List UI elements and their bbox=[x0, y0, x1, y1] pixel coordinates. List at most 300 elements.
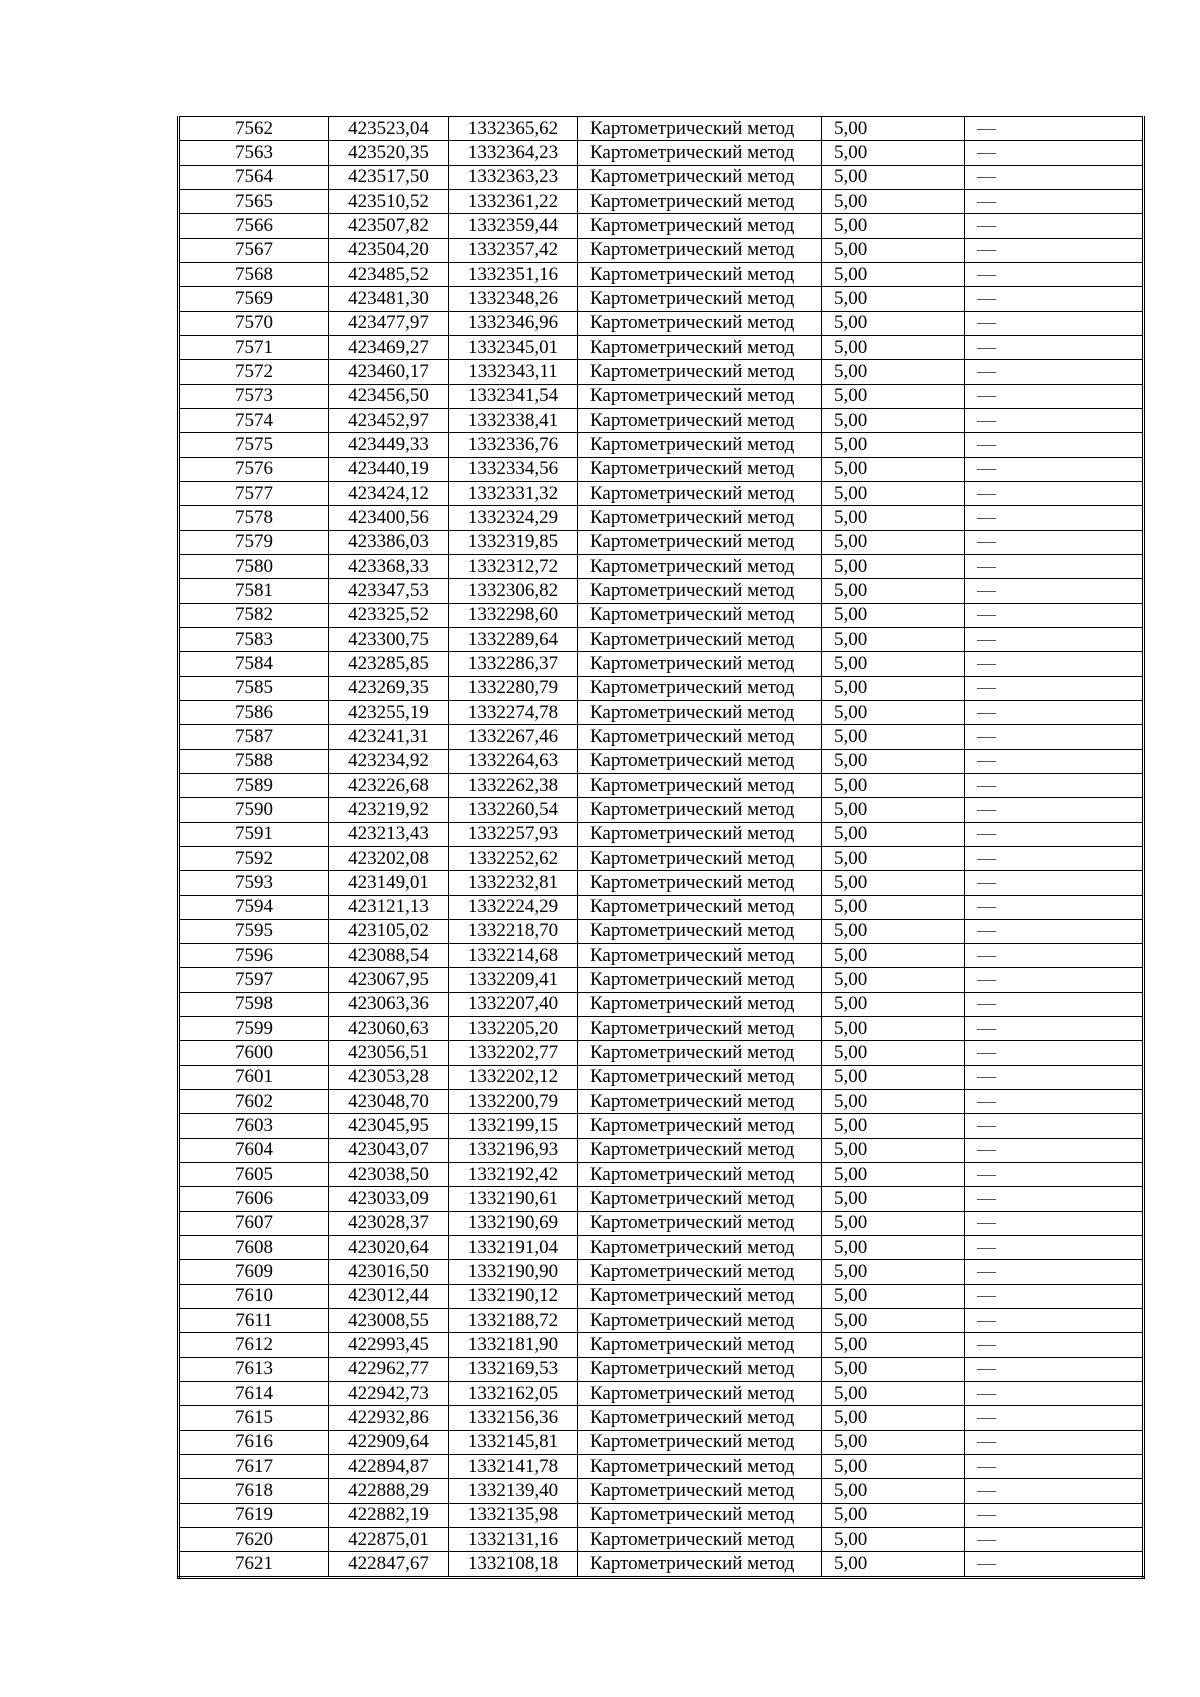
method-cell: Картометрический метод bbox=[578, 1114, 822, 1138]
coord-y-cell: 1332331,32 bbox=[449, 481, 578, 505]
coord-x-cell: 423485,52 bbox=[329, 262, 449, 286]
table-row bbox=[179, 627, 1144, 651]
coord-x-cell: 423440,19 bbox=[329, 457, 449, 481]
method-cell: Картометрический метод bbox=[578, 1284, 822, 1308]
coord-x-cell: 423504,20 bbox=[329, 238, 449, 262]
precision-cell: 5,00 bbox=[822, 1090, 965, 1114]
coord-y-cell: 1332135,98 bbox=[449, 1503, 578, 1527]
coord-x-cell: 422909,64 bbox=[329, 1430, 449, 1454]
point-number-cell: 7569 bbox=[179, 287, 329, 311]
method-cell: Картометрический метод bbox=[578, 919, 822, 943]
point-number-cell: 7606 bbox=[179, 1187, 329, 1211]
table-row bbox=[179, 408, 1144, 432]
coord-y-cell: 1332351,16 bbox=[449, 262, 578, 286]
method-cell: Картометрический метод bbox=[578, 968, 822, 992]
point-number-cell: 7578 bbox=[179, 506, 329, 530]
description-cell: — bbox=[965, 1309, 1144, 1333]
precision-cell: 5,00 bbox=[822, 871, 965, 895]
precision-cell: 5,00 bbox=[822, 1552, 965, 1577]
coord-x-cell: 423088,54 bbox=[329, 944, 449, 968]
precision-cell: 5,00 bbox=[822, 1065, 965, 1089]
precision-cell: 5,00 bbox=[822, 117, 965, 141]
coord-x-cell: 422875,01 bbox=[329, 1528, 449, 1552]
precision-cell: 5,00 bbox=[822, 749, 965, 773]
coord-x-cell: 423105,02 bbox=[329, 919, 449, 943]
coord-y-cell: 1332364,23 bbox=[449, 141, 578, 165]
precision-cell: 5,00 bbox=[822, 506, 965, 530]
coord-y-cell: 1332306,82 bbox=[449, 579, 578, 603]
point-number-cell: 7573 bbox=[179, 384, 329, 408]
coord-y-cell: 1332205,20 bbox=[449, 1017, 578, 1041]
coord-x-cell: 423449,33 bbox=[329, 433, 449, 457]
point-number-cell: 7581 bbox=[179, 579, 329, 603]
point-number-cell: 7576 bbox=[179, 457, 329, 481]
coord-x-cell: 422962,77 bbox=[329, 1357, 449, 1381]
coord-y-cell: 1332260,54 bbox=[449, 798, 578, 822]
coord-y-cell: 1332324,29 bbox=[449, 506, 578, 530]
table-row bbox=[179, 1041, 1144, 1065]
point-number-cell: 7603 bbox=[179, 1114, 329, 1138]
point-number-cell: 7602 bbox=[179, 1090, 329, 1114]
table-row bbox=[179, 141, 1144, 165]
description-cell: — bbox=[965, 554, 1144, 578]
point-number-cell: 7579 bbox=[179, 530, 329, 554]
coord-y-cell: 1332264,63 bbox=[449, 749, 578, 773]
description-cell: — bbox=[965, 1382, 1144, 1406]
description-cell: — bbox=[965, 287, 1144, 311]
table-row bbox=[179, 165, 1144, 189]
coord-x-cell: 423121,13 bbox=[329, 895, 449, 919]
coord-y-cell: 1332190,12 bbox=[449, 1284, 578, 1308]
coord-y-cell: 1332289,64 bbox=[449, 627, 578, 651]
coord-y-cell: 1332365,62 bbox=[449, 117, 578, 141]
coordinates-table-body bbox=[179, 117, 1144, 1578]
method-cell: Картометрический метод bbox=[578, 1211, 822, 1235]
point-number-cell: 7592 bbox=[179, 846, 329, 870]
coord-x-cell: 422993,45 bbox=[329, 1333, 449, 1357]
precision-cell: 5,00 bbox=[822, 579, 965, 603]
coord-x-cell: 423033,09 bbox=[329, 1187, 449, 1211]
precision-cell: 5,00 bbox=[822, 1333, 965, 1357]
point-number-cell: 7584 bbox=[179, 652, 329, 676]
table-row bbox=[179, 1382, 1144, 1406]
coord-x-cell: 423386,03 bbox=[329, 530, 449, 554]
coord-y-cell: 1332207,40 bbox=[449, 992, 578, 1016]
description-cell: — bbox=[965, 1065, 1144, 1089]
table-row bbox=[179, 1114, 1144, 1138]
description-cell: — bbox=[965, 773, 1144, 797]
point-number-cell: 7599 bbox=[179, 1017, 329, 1041]
point-number-cell: 7563 bbox=[179, 141, 329, 165]
description-cell: — bbox=[965, 262, 1144, 286]
precision-cell: 5,00 bbox=[822, 1284, 965, 1308]
table-row bbox=[179, 1211, 1144, 1235]
table-row bbox=[179, 1187, 1144, 1211]
coord-y-cell: 1332190,69 bbox=[449, 1211, 578, 1235]
table-row bbox=[179, 1552, 1144, 1577]
table-row bbox=[179, 944, 1144, 968]
coord-x-cell: 423202,08 bbox=[329, 846, 449, 870]
method-cell: Картометрический метод bbox=[578, 992, 822, 1016]
description-cell: — bbox=[965, 627, 1144, 651]
description-cell: — bbox=[965, 846, 1144, 870]
description-cell: — bbox=[965, 749, 1144, 773]
description-cell: — bbox=[965, 1211, 1144, 1235]
method-cell: Картометрический метод bbox=[578, 822, 822, 846]
table-row bbox=[179, 506, 1144, 530]
coord-y-cell: 1332191,04 bbox=[449, 1236, 578, 1260]
method-cell: Картометрический метод bbox=[578, 1041, 822, 1065]
coord-x-cell: 423149,01 bbox=[329, 871, 449, 895]
method-cell: Картометрический метод bbox=[578, 1017, 822, 1041]
precision-cell: 5,00 bbox=[822, 652, 965, 676]
description-cell: — bbox=[965, 141, 1144, 165]
precision-cell: 5,00 bbox=[822, 773, 965, 797]
coord-x-cell: 423241,31 bbox=[329, 725, 449, 749]
table-row bbox=[179, 214, 1144, 238]
description-cell: — bbox=[965, 919, 1144, 943]
description-cell: — bbox=[965, 822, 1144, 846]
table-row bbox=[179, 603, 1144, 627]
table-row bbox=[179, 1138, 1144, 1162]
table-row bbox=[179, 262, 1144, 286]
precision-cell: 5,00 bbox=[822, 1138, 965, 1162]
coord-y-cell: 1332181,90 bbox=[449, 1333, 578, 1357]
coord-y-cell: 1332274,78 bbox=[449, 700, 578, 724]
table-row bbox=[179, 1503, 1144, 1527]
precision-cell: 5,00 bbox=[822, 1260, 965, 1284]
table-row bbox=[179, 676, 1144, 700]
coord-x-cell: 422847,67 bbox=[329, 1552, 449, 1577]
point-number-cell: 7594 bbox=[179, 895, 329, 919]
precision-cell: 5,00 bbox=[822, 798, 965, 822]
point-number-cell: 7601 bbox=[179, 1065, 329, 1089]
coord-y-cell: 1332343,11 bbox=[449, 360, 578, 384]
table-row bbox=[179, 554, 1144, 578]
description-cell: — bbox=[965, 117, 1144, 141]
table-row bbox=[179, 1406, 1144, 1430]
precision-cell: 5,00 bbox=[822, 944, 965, 968]
coord-y-cell: 1332141,78 bbox=[449, 1455, 578, 1479]
method-cell: Картометрический метод bbox=[578, 1260, 822, 1284]
coord-x-cell: 422882,19 bbox=[329, 1503, 449, 1527]
method-cell: Картометрический метод bbox=[578, 871, 822, 895]
method-cell: Картометрический метод bbox=[578, 335, 822, 359]
description-cell: — bbox=[965, 1017, 1144, 1041]
table-row bbox=[179, 1455, 1144, 1479]
table-row bbox=[179, 1163, 1144, 1187]
coord-x-cell: 423226,68 bbox=[329, 773, 449, 797]
point-number-cell: 7566 bbox=[179, 214, 329, 238]
table-row bbox=[179, 189, 1144, 213]
point-number-cell: 7615 bbox=[179, 1406, 329, 1430]
precision-cell: 5,00 bbox=[822, 1211, 965, 1235]
coord-y-cell: 1332319,85 bbox=[449, 530, 578, 554]
method-cell: Картометрический метод bbox=[578, 1503, 822, 1527]
description-cell: — bbox=[965, 1114, 1144, 1138]
point-number-cell: 7618 bbox=[179, 1479, 329, 1503]
method-cell: Картометрический метод bbox=[578, 1333, 822, 1357]
precision-cell: 5,00 bbox=[822, 214, 965, 238]
point-number-cell: 7574 bbox=[179, 408, 329, 432]
point-number-cell: 7582 bbox=[179, 603, 329, 627]
coord-y-cell: 1332286,37 bbox=[449, 652, 578, 676]
coord-x-cell: 423234,92 bbox=[329, 749, 449, 773]
description-cell: — bbox=[965, 1041, 1144, 1065]
point-number-cell: 7607 bbox=[179, 1211, 329, 1235]
table-row bbox=[179, 1309, 1144, 1333]
table-row bbox=[179, 1357, 1144, 1381]
method-cell: Картометрический метод bbox=[578, 311, 822, 335]
coord-y-cell: 1332209,41 bbox=[449, 968, 578, 992]
precision-cell: 5,00 bbox=[822, 287, 965, 311]
precision-cell: 5,00 bbox=[822, 335, 965, 359]
table-row bbox=[179, 1017, 1144, 1041]
table-row bbox=[179, 481, 1144, 505]
coord-y-cell: 1332232,81 bbox=[449, 871, 578, 895]
point-number-cell: 7583 bbox=[179, 627, 329, 651]
method-cell: Картометрический метод bbox=[578, 627, 822, 651]
table-row bbox=[179, 700, 1144, 724]
method-cell: Картометрический метод bbox=[578, 1357, 822, 1381]
point-number-cell: 7596 bbox=[179, 944, 329, 968]
coord-y-cell: 1332131,16 bbox=[449, 1528, 578, 1552]
coord-y-cell: 1332190,61 bbox=[449, 1187, 578, 1211]
method-cell: Картометрический метод bbox=[578, 506, 822, 530]
precision-cell: 5,00 bbox=[822, 311, 965, 335]
coord-y-cell: 1332188,72 bbox=[449, 1309, 578, 1333]
description-cell: — bbox=[965, 384, 1144, 408]
coord-x-cell: 423020,64 bbox=[329, 1236, 449, 1260]
method-cell: Картометрический метод bbox=[578, 579, 822, 603]
coord-y-cell: 1332262,38 bbox=[449, 773, 578, 797]
point-number-cell: 7588 bbox=[179, 749, 329, 773]
table-row bbox=[179, 725, 1144, 749]
description-cell: — bbox=[965, 1187, 1144, 1211]
coord-x-cell: 423452,97 bbox=[329, 408, 449, 432]
table-row bbox=[179, 871, 1144, 895]
point-number-cell: 7572 bbox=[179, 360, 329, 384]
coord-x-cell: 423008,55 bbox=[329, 1309, 449, 1333]
point-number-cell: 7605 bbox=[179, 1163, 329, 1187]
method-cell: Картометрический метод bbox=[578, 1382, 822, 1406]
method-cell: Картометрический метод bbox=[578, 408, 822, 432]
method-cell: Картометрический метод bbox=[578, 457, 822, 481]
method-cell: Картометрический метод bbox=[578, 725, 822, 749]
table-row bbox=[179, 968, 1144, 992]
precision-cell: 5,00 bbox=[822, 141, 965, 165]
method-cell: Картометрический метод bbox=[578, 1528, 822, 1552]
description-cell: — bbox=[965, 506, 1144, 530]
point-number-cell: 7608 bbox=[179, 1236, 329, 1260]
coord-y-cell: 1332252,62 bbox=[449, 846, 578, 870]
precision-cell: 5,00 bbox=[822, 627, 965, 651]
coord-x-cell: 422942,73 bbox=[329, 1382, 449, 1406]
point-number-cell: 7611 bbox=[179, 1309, 329, 1333]
description-cell: — bbox=[965, 944, 1144, 968]
coord-x-cell: 423213,43 bbox=[329, 822, 449, 846]
coord-y-cell: 1332334,56 bbox=[449, 457, 578, 481]
description-cell: — bbox=[965, 165, 1144, 189]
precision-cell: 5,00 bbox=[822, 1236, 965, 1260]
point-number-cell: 7604 bbox=[179, 1138, 329, 1162]
method-cell: Картометрический метод bbox=[578, 749, 822, 773]
coord-x-cell: 423255,19 bbox=[329, 700, 449, 724]
precision-cell: 5,00 bbox=[822, 919, 965, 943]
description-cell: — bbox=[965, 1090, 1144, 1114]
point-number-cell: 7595 bbox=[179, 919, 329, 943]
coord-x-cell: 423507,82 bbox=[329, 214, 449, 238]
method-cell: Картометрический метод bbox=[578, 262, 822, 286]
method-cell: Картометрический метод bbox=[578, 360, 822, 384]
description-cell: — bbox=[965, 457, 1144, 481]
point-number-cell: 7612 bbox=[179, 1333, 329, 1357]
point-number-cell: 7610 bbox=[179, 1284, 329, 1308]
method-cell: Картометрический метод bbox=[578, 384, 822, 408]
description-cell: — bbox=[965, 189, 1144, 213]
method-cell: Картометрический метод bbox=[578, 287, 822, 311]
coord-y-cell: 1332108,18 bbox=[449, 1552, 578, 1577]
point-number-cell: 7562 bbox=[179, 117, 329, 141]
precision-cell: 5,00 bbox=[822, 433, 965, 457]
table-row bbox=[179, 919, 1144, 943]
point-number-cell: 7593 bbox=[179, 871, 329, 895]
method-cell: Картометрический метод bbox=[578, 700, 822, 724]
method-cell: Картометрический метод bbox=[578, 238, 822, 262]
coord-x-cell: 423481,30 bbox=[329, 287, 449, 311]
precision-cell: 5,00 bbox=[822, 1503, 965, 1527]
precision-cell: 5,00 bbox=[822, 1187, 965, 1211]
method-cell: Картометрический метод bbox=[578, 1309, 822, 1333]
coord-y-cell: 1332345,01 bbox=[449, 335, 578, 359]
description-cell: — bbox=[965, 530, 1144, 554]
method-cell: Картометрический метод bbox=[578, 117, 822, 141]
description-cell: — bbox=[965, 1163, 1144, 1187]
description-cell: — bbox=[965, 1479, 1144, 1503]
coord-x-cell: 423056,51 bbox=[329, 1041, 449, 1065]
description-cell: — bbox=[965, 1528, 1144, 1552]
precision-cell: 5,00 bbox=[822, 554, 965, 578]
point-number-cell: 7620 bbox=[179, 1528, 329, 1552]
precision-cell: 5,00 bbox=[822, 1114, 965, 1138]
coord-x-cell: 423016,50 bbox=[329, 1260, 449, 1284]
description-cell: — bbox=[965, 360, 1144, 384]
coord-y-cell: 1332361,22 bbox=[449, 189, 578, 213]
method-cell: Картометрический метод bbox=[578, 433, 822, 457]
point-number-cell: 7616 bbox=[179, 1430, 329, 1454]
description-cell: — bbox=[965, 603, 1144, 627]
precision-cell: 5,00 bbox=[822, 1528, 965, 1552]
coord-x-cell: 423043,07 bbox=[329, 1138, 449, 1162]
table-row bbox=[179, 822, 1144, 846]
table-row bbox=[179, 1528, 1144, 1552]
coord-y-cell: 1332202,12 bbox=[449, 1065, 578, 1089]
table-row bbox=[179, 1065, 1144, 1089]
table-row bbox=[179, 1333, 1144, 1357]
coord-x-cell: 423424,12 bbox=[329, 481, 449, 505]
method-cell: Картометрический метод bbox=[578, 1406, 822, 1430]
method-cell: Картометрический метод bbox=[578, 798, 822, 822]
point-number-cell: 7589 bbox=[179, 773, 329, 797]
precision-cell: 5,00 bbox=[822, 238, 965, 262]
method-cell: Картометрический метод bbox=[578, 481, 822, 505]
point-number-cell: 7614 bbox=[179, 1382, 329, 1406]
coord-y-cell: 1332363,23 bbox=[449, 165, 578, 189]
precision-cell: 5,00 bbox=[822, 1309, 965, 1333]
description-cell: — bbox=[965, 1236, 1144, 1260]
precision-cell: 5,00 bbox=[822, 189, 965, 213]
coord-x-cell: 423269,35 bbox=[329, 676, 449, 700]
precision-cell: 5,00 bbox=[822, 725, 965, 749]
description-cell: — bbox=[965, 1503, 1144, 1527]
precision-cell: 5,00 bbox=[822, 530, 965, 554]
coord-y-cell: 1332145,81 bbox=[449, 1430, 578, 1454]
precision-cell: 5,00 bbox=[822, 700, 965, 724]
table-row bbox=[179, 749, 1144, 773]
precision-cell: 5,00 bbox=[822, 676, 965, 700]
coord-y-cell: 1332348,26 bbox=[449, 287, 578, 311]
coord-y-cell: 1332200,79 bbox=[449, 1090, 578, 1114]
coord-x-cell: 423517,50 bbox=[329, 165, 449, 189]
coord-x-cell: 423219,92 bbox=[329, 798, 449, 822]
coord-x-cell: 423300,75 bbox=[329, 627, 449, 651]
description-cell: — bbox=[965, 1455, 1144, 1479]
table-row bbox=[179, 992, 1144, 1016]
description-cell: — bbox=[965, 433, 1144, 457]
description-cell: — bbox=[965, 311, 1144, 335]
coord-y-cell: 1332192,42 bbox=[449, 1163, 578, 1187]
description-cell: — bbox=[965, 481, 1144, 505]
precision-cell: 5,00 bbox=[822, 1455, 965, 1479]
method-cell: Картометрический метод bbox=[578, 676, 822, 700]
point-number-cell: 7565 bbox=[179, 189, 329, 213]
table-row bbox=[179, 652, 1144, 676]
point-number-cell: 7570 bbox=[179, 311, 329, 335]
method-cell: Картометрический метод bbox=[578, 1552, 822, 1577]
precision-cell: 5,00 bbox=[822, 360, 965, 384]
point-number-cell: 7597 bbox=[179, 968, 329, 992]
precision-cell: 5,00 bbox=[822, 822, 965, 846]
table-row bbox=[179, 238, 1144, 262]
method-cell: Картометрический метод bbox=[578, 603, 822, 627]
point-number-cell: 7567 bbox=[179, 238, 329, 262]
precision-cell: 5,00 bbox=[822, 846, 965, 870]
description-cell: — bbox=[965, 798, 1144, 822]
coord-x-cell: 423460,17 bbox=[329, 360, 449, 384]
coord-x-cell: 423048,70 bbox=[329, 1090, 449, 1114]
method-cell: Картометрический метод bbox=[578, 189, 822, 213]
table-row bbox=[179, 1479, 1144, 1503]
method-cell: Картометрический метод bbox=[578, 652, 822, 676]
description-cell: — bbox=[965, 1406, 1144, 1430]
coord-y-cell: 1332218,70 bbox=[449, 919, 578, 943]
coord-x-cell: 422932,86 bbox=[329, 1406, 449, 1430]
coord-y-cell: 1332336,76 bbox=[449, 433, 578, 457]
table-row bbox=[179, 433, 1144, 457]
table-row bbox=[179, 335, 1144, 359]
precision-cell: 5,00 bbox=[822, 384, 965, 408]
point-number-cell: 7617 bbox=[179, 1455, 329, 1479]
point-number-cell: 7590 bbox=[179, 798, 329, 822]
coord-y-cell: 1332357,42 bbox=[449, 238, 578, 262]
method-cell: Картометрический метод bbox=[578, 141, 822, 165]
precision-cell: 5,00 bbox=[822, 895, 965, 919]
coord-x-cell: 423053,28 bbox=[329, 1065, 449, 1089]
table-row bbox=[179, 1430, 1144, 1454]
coord-x-cell: 423067,95 bbox=[329, 968, 449, 992]
method-cell: Картометрический метод bbox=[578, 1479, 822, 1503]
method-cell: Картометрический метод bbox=[578, 1090, 822, 1114]
